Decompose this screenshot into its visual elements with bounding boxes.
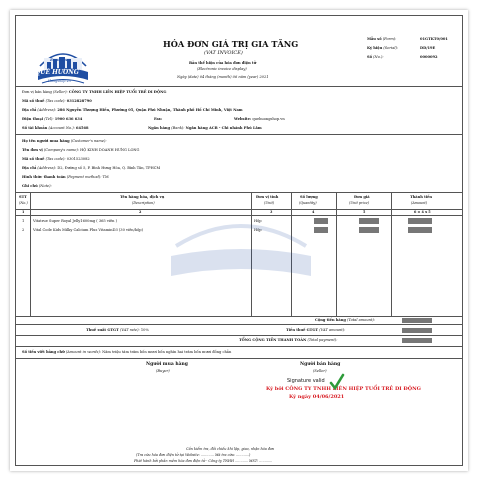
- grand-total-label: TỔNG CỘNG TIỀN THANH TOÁN (Total payment):: [239, 338, 338, 342]
- col-num: 4: [312, 210, 315, 214]
- vat-rate: Thuế suất GTGT (VAT rate): 10%: [86, 328, 149, 332]
- buyer-sign-title: Người mua hàng: [146, 362, 188, 367]
- meta-serial: Ký hiệu (Serial):: [367, 46, 399, 50]
- redacted-block: [402, 318, 432, 323]
- display-line-vi: Bản thể hiện của hóa đơn điện tử: [189, 61, 257, 65]
- seller-sign-title: Người bán hàng: [300, 362, 341, 367]
- meta-form-value: 01GTKT0/001: [420, 37, 448, 41]
- buyer-payment: Hình thức thanh toán (Payment method): TM: [22, 175, 109, 179]
- col-num: 3: [270, 210, 273, 214]
- col-num: 1: [22, 210, 25, 214]
- signed-by: Ký bởi CÔNG TY TNHH LIÊN HIỆP TUỔI TRẺ DI ĐỘNG: [266, 386, 421, 392]
- footer-line-3: Phát hành bởi phần mềm hóa đơn điện tử - Công ty TNHH ............ MST: ............: [134, 459, 273, 463]
- invoice-title: HÓA ĐƠN GIÁ TRỊ GIA TĂNG: [163, 39, 299, 49]
- col-header-qty-en: (Quantity): [299, 201, 317, 205]
- col-header-amount: Thành tiền: [410, 195, 433, 199]
- redacted-block: [408, 218, 432, 224]
- col-header-desc: Tên hàng hóa, dịch vụ: [120, 195, 165, 199]
- col-header-desc-en: (Description): [132, 201, 155, 205]
- seller-website: Website: quehuongshop.vn: [234, 117, 285, 121]
- divider: [16, 324, 462, 325]
- col-header-unit: Đơn vị tính: [256, 195, 279, 199]
- redacted-block: [314, 218, 328, 224]
- seller-tax: Mã số thuế (Tax code): 0312828790: [22, 99, 92, 103]
- buyer-note: Ghi chú (Note):: [22, 184, 52, 188]
- vat-amount-label: Tiền thuế GTGT (VAT amount):: [286, 328, 346, 332]
- redacted-block: [408, 227, 432, 233]
- seller-account: Số tài khoản (Account No.): 64568: [22, 126, 89, 130]
- meta-form: Mẫu số (Form):: [367, 37, 397, 41]
- col-num: 5: [363, 210, 366, 214]
- meta-number-value: 0000092: [420, 55, 438, 59]
- meta-serial-value: DD/19E: [420, 46, 436, 50]
- watermark-logo: [166, 206, 316, 296]
- invoice-sheet: [10, 10, 468, 471]
- divider: [16, 335, 462, 336]
- logo-bottom-text: Hangshop.vn: [48, 79, 71, 83]
- col-header-qty: Số lượng: [300, 195, 318, 199]
- invoice-subtitle: (VAT INVOICE): [204, 50, 243, 56]
- display-line-en: (Electronic invoice display): [197, 67, 247, 71]
- col-header-amount-en: (Amount): [411, 201, 428, 205]
- col-header-unit-en: (Unit): [264, 201, 275, 205]
- col-header-no-en: (No.): [19, 201, 28, 205]
- invoice-date: Ngày (date) 04 tháng (month) 06 năm (year) 2021: [177, 75, 269, 79]
- buyer-address: Địa chỉ (Address): D2, Đường số 5, P. Bình Hưng Hòa, Q. Bình Tân, TPHCM: [22, 166, 161, 170]
- seller-sign-sub: (Seller): [313, 369, 327, 373]
- redacted-block: [314, 227, 328, 233]
- col-header-no: STT: [19, 195, 27, 199]
- row-no: 2: [22, 228, 25, 232]
- redacted-block: [402, 338, 432, 343]
- row-unit: Hộp: [254, 228, 262, 232]
- footer-line-2: (Tra cứu hóa đơn điện tử tại Website: ............ Mã tra cứu: ............): [136, 453, 251, 457]
- row-desc: Vitatrue Super Royal Jelly1600mg ( 365 viên ): [33, 219, 118, 223]
- redacted-block: [359, 227, 379, 233]
- seller-address: Địa chỉ (Address): 286 Nguyễn Thượng Hiền, Phường 05, Quận Phú Nhuận, Thành phố Hồ Chí Minh, Việt Nam: [22, 108, 243, 112]
- checkmark-icon: [329, 373, 345, 391]
- signed-date: Ký ngày 04/06/2021: [289, 394, 345, 400]
- invoice-border: [15, 15, 463, 466]
- divider: [16, 86, 462, 87]
- seller-unit: Đơn vị bán hàng (Seller): CÔNG TY TNHH LIÊN HIỆP TUỔI TRẺ DI ĐỘNG: [22, 90, 167, 94]
- buyer-tax: Mã số thuế (Tax code): 0301523082: [22, 157, 90, 161]
- redacted-block: [402, 328, 432, 333]
- divider: [16, 358, 462, 359]
- divider: [16, 134, 462, 135]
- signature-valid: Signature valid: [287, 378, 325, 384]
- row-no: 1: [22, 219, 25, 223]
- col-num: 2: [139, 210, 142, 214]
- row-unit: Hộp: [254, 219, 262, 223]
- redacted-block: [359, 218, 379, 224]
- buyer-sign-sub: (Buyer): [156, 369, 170, 373]
- logo-top-text: Express: [50, 57, 68, 62]
- seller-fax: Fax:: [154, 117, 163, 121]
- logo-brand-text: QUÊ HƯƠNG: [35, 69, 79, 76]
- footer-line-1: Cần kiểm tra, đối chiếu khi lập, giao, nhận hóa đơn: [186, 447, 275, 451]
- col-header-price-en: (Unit price): [349, 201, 369, 205]
- divider: [16, 346, 462, 347]
- seller-phone: Điện thoại (Tel): 1900 636 634: [22, 117, 83, 121]
- col-num: 6 = 4 x 5: [414, 210, 431, 214]
- buyer-company: Tên đơn vị (Company's name): HỘ KINH DOANH HƯNG LONG: [22, 148, 140, 152]
- meta-number: Số (No.):: [367, 55, 384, 59]
- col-header-price: Đơn giá: [354, 195, 370, 199]
- seller-bank: Ngân hàng (Bank): Ngân hàng ACB - Chi nhánh Phú Lâm: [148, 126, 262, 130]
- total-amount-label: Cộng tiền hàng (Total amount):: [315, 318, 376, 322]
- buyer-name: Họ tên người mua hàng (Customer's name):: [22, 139, 107, 143]
- amount-in-words: Số tiền viết bằng chữ (Amount in words): Năm triệu tám trăm bốn mươi bốn nghìn hai trăm bốn mươi đồng chẵn: [22, 350, 232, 354]
- row-desc: Vital Code Kids Milky Calcium Plus VitaminD3 (30 viên/hộp): [33, 228, 144, 232]
